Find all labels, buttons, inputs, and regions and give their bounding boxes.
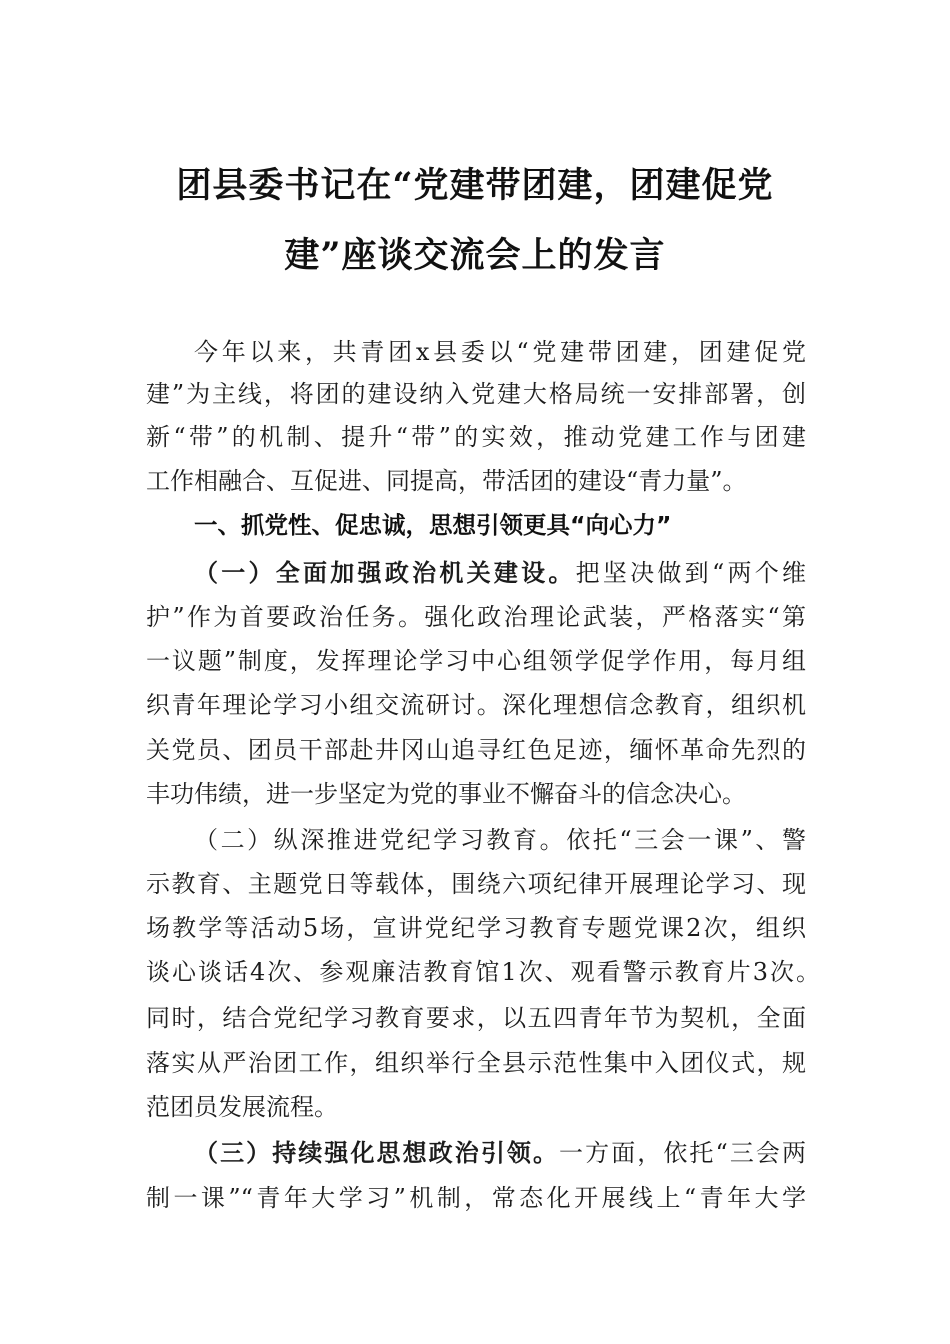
- sub3-first-line: [194, 1138, 806, 1168]
- sub1-line-2: 护”作为首要政治任务。强化政治理论武装，严格落实“第: [146, 603, 806, 631]
- document-title-line-1: 团县委书记在“党建带团建，团建促党: [176, 165, 774, 206]
- sub2-line-7: 范团员发展流程。: [146, 1093, 338, 1121]
- sub3-line-2: 制一课”“青年大学习”机制，常态化开展线上“青年大学: [146, 1184, 806, 1212]
- sub3-first-rest: 一方面，依托“三会两: [559, 1139, 806, 1167]
- sub2-line-6: 落实从严治团工作，组织举行全县示范性集中入团仪式，规: [146, 1049, 806, 1077]
- intro-line-4: 工作相融合、互促进、同提高，带活团的建设“青力量”。: [146, 467, 747, 495]
- sub2-first-line: [194, 825, 806, 855]
- sub2-line-5: 同时，结合党纪学习教育要求，以五四青年节为契机，全面: [146, 1004, 806, 1032]
- sub1-line-4: 织青年理论学习小组交流研讨。深化理想信念教育，组织机: [146, 691, 806, 719]
- sub2-first-rest: 依托“三会一课”、警: [566, 826, 807, 854]
- sub2-line-2: 示教育、主题党日等载体，围绕六项纪律开展理论学习、现: [146, 870, 806, 898]
- sub2-lead: （二）纵深推进党纪学习教育。: [194, 826, 567, 854]
- sub2-line-3: 场教学等活动5场，宣讲党纪学习教育专题党课2次，组织: [146, 914, 806, 942]
- sub1-line-6: 丰功伟绩，进一步坚定为党的事业不懈奋斗的信念决心。: [146, 780, 746, 808]
- sub1-line-5: 关党员、团员干部赴井冈山追寻红色足迹，缅怀革命先烈的: [146, 736, 806, 764]
- sub1-line-3: 一议题”制度，发挥理论学习中心组领学促学作用，每月组: [146, 647, 806, 675]
- document-title-line-2: 建”座谈交流会上的发言: [284, 235, 666, 276]
- sub2-line-4: 谈心谈话4次、参观廉洁教育馆1次、观看警示教育片3次。: [146, 958, 820, 986]
- intro-line-1: 今年以来，共青团x县委以“党建带团建，团建促党: [194, 338, 806, 366]
- sub1-first-rest: 把坚决做到“两个维: [575, 559, 806, 587]
- intro-line-3: 新“带”的机制、提升“带”的实效，推动党建工作与团建: [146, 423, 806, 451]
- intro-line-2: 建”为主线，将团的建设纳入党建大格局统一安排部署，创: [146, 380, 806, 408]
- sub1-first-line: [194, 558, 806, 588]
- section-1-heading: 一、抓党性、促忠诚，思想引领更具“向心力”: [194, 511, 672, 539]
- sub3-lead: （三）持续强化思想政治引领。: [194, 1138, 560, 1167]
- sub1-lead: （一）全面加强政治机关建设。: [194, 558, 576, 587]
